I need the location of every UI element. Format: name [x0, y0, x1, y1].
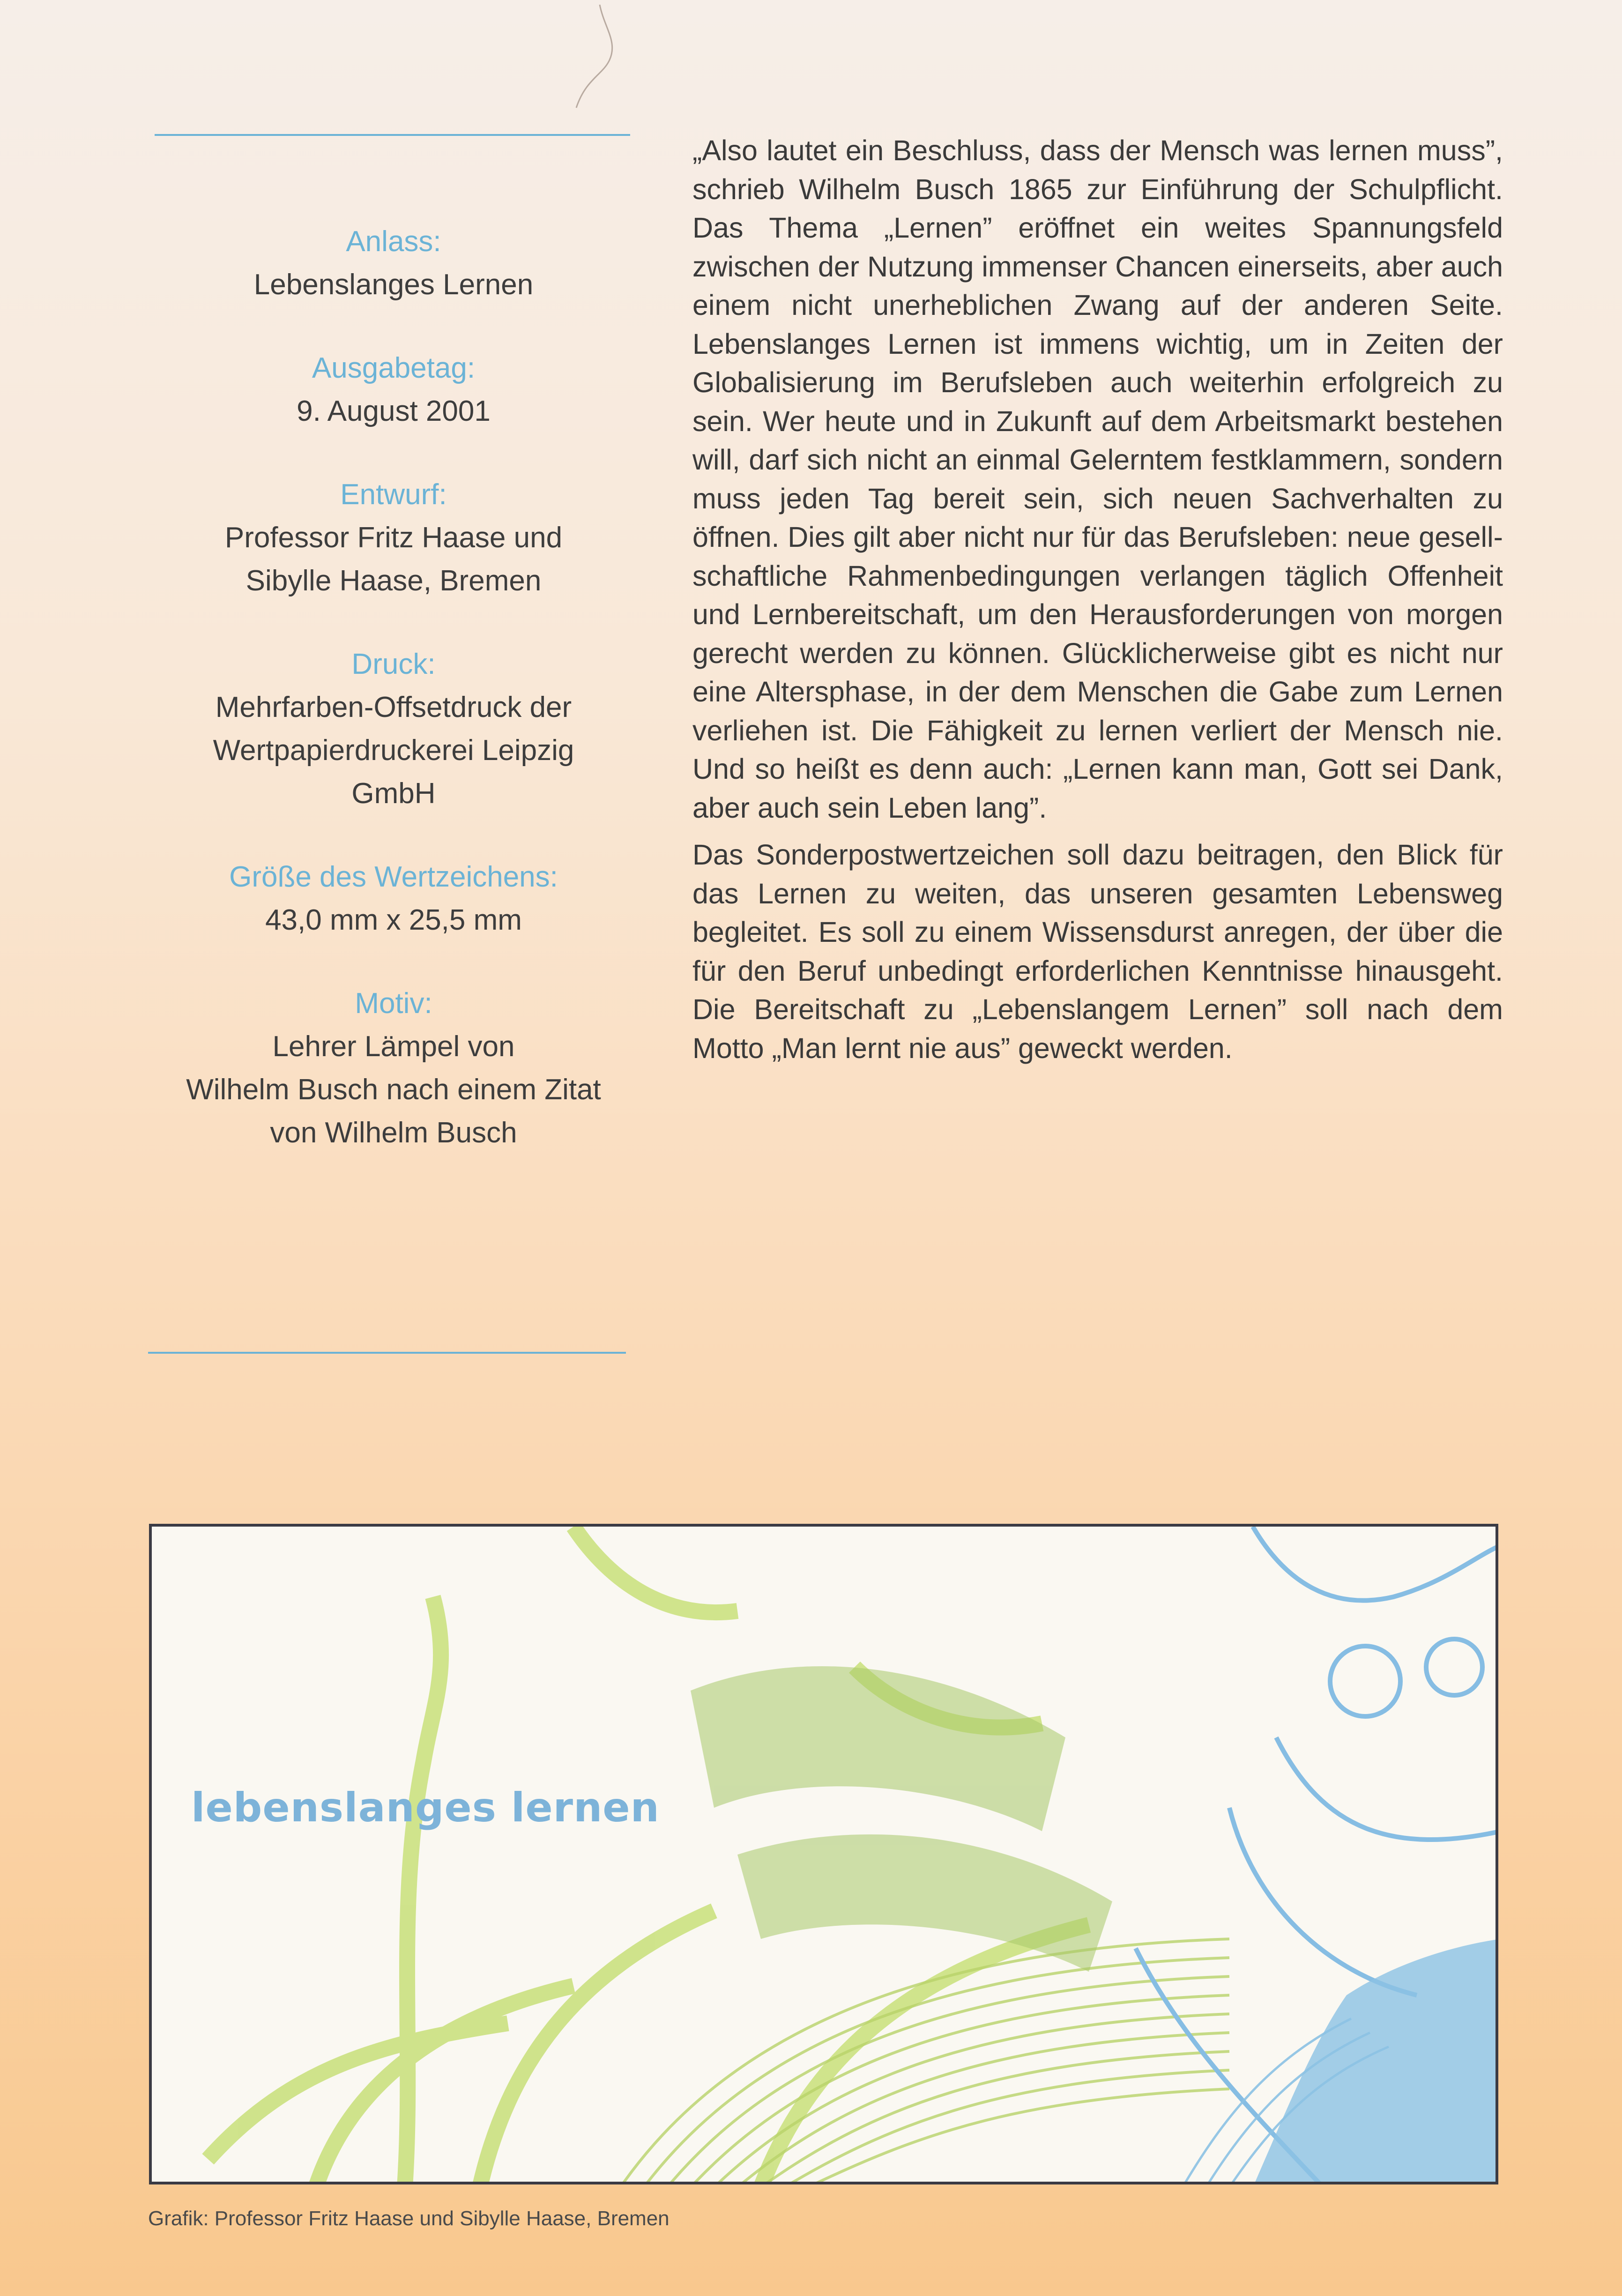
- spec-value: Professor Fritz Haase und Sibylle Haase, Bremen: [224, 522, 563, 597]
- spec-print: [136, 643, 651, 815]
- stamp-specifications: [136, 220, 651, 1195]
- spec-label: Druck:: [351, 648, 436, 680]
- spec-size: [136, 856, 651, 942]
- spec-label: Ausgabetag:: [312, 352, 476, 384]
- paper-scratch-mark: [558, 0, 632, 122]
- teacher-illustration: [152, 1527, 1498, 2184]
- spec-label: Motiv:: [355, 987, 432, 1020]
- artwork-title: lebenslanges lernen: [191, 1784, 660, 1831]
- spec-motif: [136, 982, 651, 1155]
- spec-label: Größe des Wertzeichens:: [229, 861, 558, 893]
- spec-label: Entwurf:: [340, 478, 447, 511]
- spec-label: Anlass:: [346, 225, 441, 258]
- spec-value: Lebenslanges Lernen: [253, 268, 534, 301]
- spec-value: 43,0 mm x 25,5 mm: [265, 904, 522, 936]
- stamp-artwork: [149, 1524, 1498, 2184]
- spec-issue-date: [136, 347, 651, 433]
- spec-value: Mehrfarben-Offsetdruck der Wertpapierdruckerei Leipzig GmbH: [213, 691, 574, 810]
- description-paragraph-1: „Also lautet ein Beschluss, dass der Mensch was lernen muss”, schrieb Wilhelm Busch 1865 zur Einführung der Schulpflicht. Das Thema „Lernen” eröffnet ein weites Spannungsfeld zwischen der Nutzung immenser Chancen einerseits, aber auch einem nicht unerheblichen Zwang auf der anderen Seite. Lebenslanges Lernen ist immens wichtig, um in Zeiten der Globalisierung im Berufsleben auch weiterhin erfolgreich zu sein. Wer heute und in Zukunft auf dem Arbeitsmarkt bestehen will, darf sich nicht an einmal Gelerntem festklammern, sondern muss jeden Tag bereit sein, sich neuen Sachverhalten zu öffnen. Dies gilt aber nicht nur für das Berufsleben: neue gesellschaftliche Rahmenbedingungen verlangen täglich Offenheit und Lernbereitschaft, um den Herausforderungen von morgen gerecht werden zu können. Glücklicherweise gibt es nicht nur eine Altersphase, in der dem Menschen die Gabe zum Lernen verliehen ist. Die Fähigkeit zu lernen verliert der Mensch nie. Und so heißt es denn auch: „Lernen kann man, Gott sei Dank, aber auch sein Leben lang”.: [692, 134, 1503, 824]
- description-paragraph-2: Das Sonderpostwertzeichen soll dazu beitragen, den Blick für das Lernen zu weiten, das unseren gesamten Lebensweg begleitet. Es soll zu einem Wissensdurst anregen, der über die für den Beruf unbedingt erforderlichen Kenntnisse hinausgeht. Die Bereitschaft zu „Lebenslangem Lernen” soll nach dem Motto „Man lernt nie aus” geweckt werden.: [692, 839, 1503, 1064]
- spec-value: 9. August 2001: [297, 395, 491, 427]
- divider-top: [155, 134, 630, 136]
- spec-value: Lehrer Lämpel von Wilhelm Busch nach einem Zitat von Wilhelm Busch: [186, 1030, 601, 1149]
- spec-occasion: [136, 220, 651, 306]
- divider-bottom: [148, 1352, 626, 1354]
- spec-design: [136, 473, 651, 603]
- description-text: [692, 131, 1503, 1076]
- graphic-credit: Grafik: Professor Fritz Haase und Sibylle Haase, Bremen: [148, 2207, 670, 2230]
